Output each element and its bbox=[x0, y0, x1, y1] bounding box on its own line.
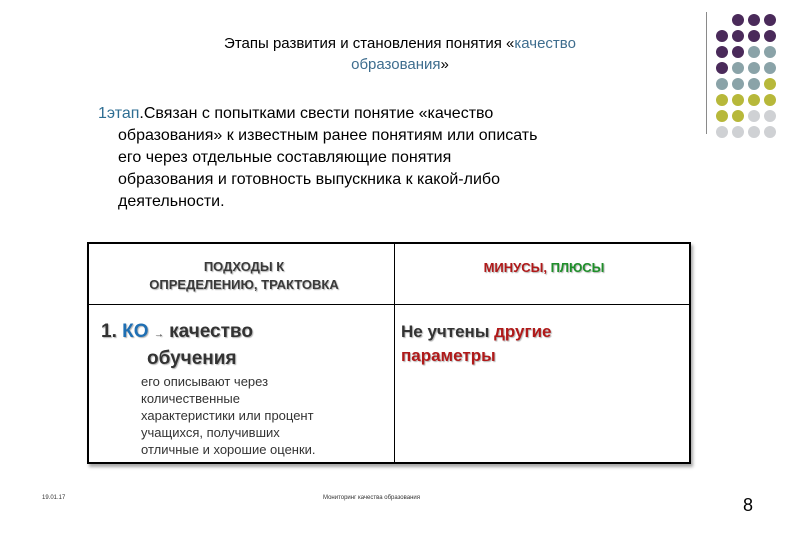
decor-dot bbox=[764, 78, 776, 90]
slide-title bbox=[120, 33, 680, 75]
decor-dot bbox=[748, 94, 760, 106]
row1-desc-line: его описывают через bbox=[141, 374, 269, 389]
header-approaches-line-2: ОПРЕДЕЛЕНИЮ, ТРАКТОВКА bbox=[149, 277, 339, 292]
decor-dot bbox=[764, 110, 776, 122]
decor-dot bbox=[748, 30, 760, 42]
decor-dot bbox=[764, 62, 776, 74]
row1-right-b: другие bbox=[494, 322, 552, 341]
row1-desc-line: учащихся, получивших bbox=[141, 425, 280, 440]
row1-right-c: параметры bbox=[401, 346, 496, 365]
page-number: 8 bbox=[743, 495, 754, 515]
row1-desc-line: характеристики или процент bbox=[141, 408, 314, 423]
decor-dot bbox=[732, 94, 744, 106]
stage-lead: 1этап bbox=[98, 105, 140, 122]
header-approaches-line-1: ПОДХОДЫ К bbox=[203, 259, 285, 274]
decor-dot bbox=[732, 30, 744, 42]
decor-dot bbox=[748, 46, 760, 58]
title-prefix: Этапы развития и становления понятия « bbox=[224, 35, 515, 52]
decor-dot bbox=[732, 46, 744, 58]
stage-line-2: образования» к известным ранее понятиям или описать bbox=[118, 127, 538, 144]
decor-dot bbox=[732, 110, 744, 122]
row1-term-a: качество bbox=[169, 321, 253, 342]
decor-dot bbox=[732, 78, 744, 90]
decor-divider-line bbox=[706, 12, 707, 134]
row1-evaluation bbox=[401, 320, 686, 368]
header-minus: МИНУСЫ, bbox=[483, 260, 547, 275]
decor-dot bbox=[716, 62, 728, 74]
decor-dot-spacer bbox=[716, 14, 728, 26]
decor-dot bbox=[748, 14, 760, 26]
title-accent-1: качество bbox=[514, 35, 576, 52]
decorative-dot-grid bbox=[716, 14, 776, 138]
decor-dot bbox=[716, 110, 728, 122]
stage-line-5: деятельности. bbox=[118, 193, 225, 210]
stage-line-4: образования и готовность выпускника к какой-либо bbox=[118, 171, 500, 188]
decor-dot bbox=[716, 126, 728, 138]
row1-desc-line: отличные и хорошие оценки. bbox=[141, 442, 316, 457]
decor-dot bbox=[764, 126, 776, 138]
decor-dot bbox=[764, 14, 776, 26]
decor-dot bbox=[748, 62, 760, 74]
stage-line-3: его через отдельные составляющие понятия bbox=[118, 149, 452, 166]
stage-line-1: .Связан с попытками свести понятие «качество bbox=[139, 105, 494, 122]
row1-term-b: обучения bbox=[147, 348, 237, 369]
header-plus: ПЛЮСЫ bbox=[550, 260, 605, 275]
stage-paragraph bbox=[98, 103, 698, 213]
decor-dot bbox=[732, 14, 744, 26]
decor-dot bbox=[748, 110, 760, 122]
decor-dot bbox=[764, 30, 776, 42]
row1-description bbox=[141, 373, 391, 458]
approaches-table bbox=[87, 242, 691, 464]
title-suffix: » bbox=[440, 56, 449, 73]
row1-desc-line: количественные bbox=[141, 391, 241, 406]
footer-date: 19.01.17 bbox=[42, 495, 66, 501]
decor-dot bbox=[748, 78, 760, 90]
decor-dot bbox=[732, 126, 744, 138]
header-approaches bbox=[97, 258, 391, 294]
decor-dot bbox=[716, 46, 728, 58]
decor-dot bbox=[716, 94, 728, 106]
title-accent-2: образования bbox=[351, 56, 441, 73]
decor-dot bbox=[716, 30, 728, 42]
row1-right-a: Не учтены bbox=[401, 322, 490, 341]
table-column-divider bbox=[394, 244, 395, 462]
row1-approach bbox=[101, 320, 391, 371]
decor-dot bbox=[732, 62, 744, 74]
row1-ko: КО bbox=[122, 321, 149, 342]
decor-dot bbox=[748, 126, 760, 138]
decor-dot bbox=[764, 46, 776, 58]
arrow-right-icon: → bbox=[153, 329, 164, 340]
footer-title: Мониторинг качества образования bbox=[323, 495, 421, 501]
row1-number: 1. bbox=[101, 321, 117, 342]
decor-dot bbox=[764, 94, 776, 106]
table-row-divider bbox=[89, 304, 689, 305]
decor-dot bbox=[716, 78, 728, 90]
header-pros-cons bbox=[399, 260, 689, 275]
